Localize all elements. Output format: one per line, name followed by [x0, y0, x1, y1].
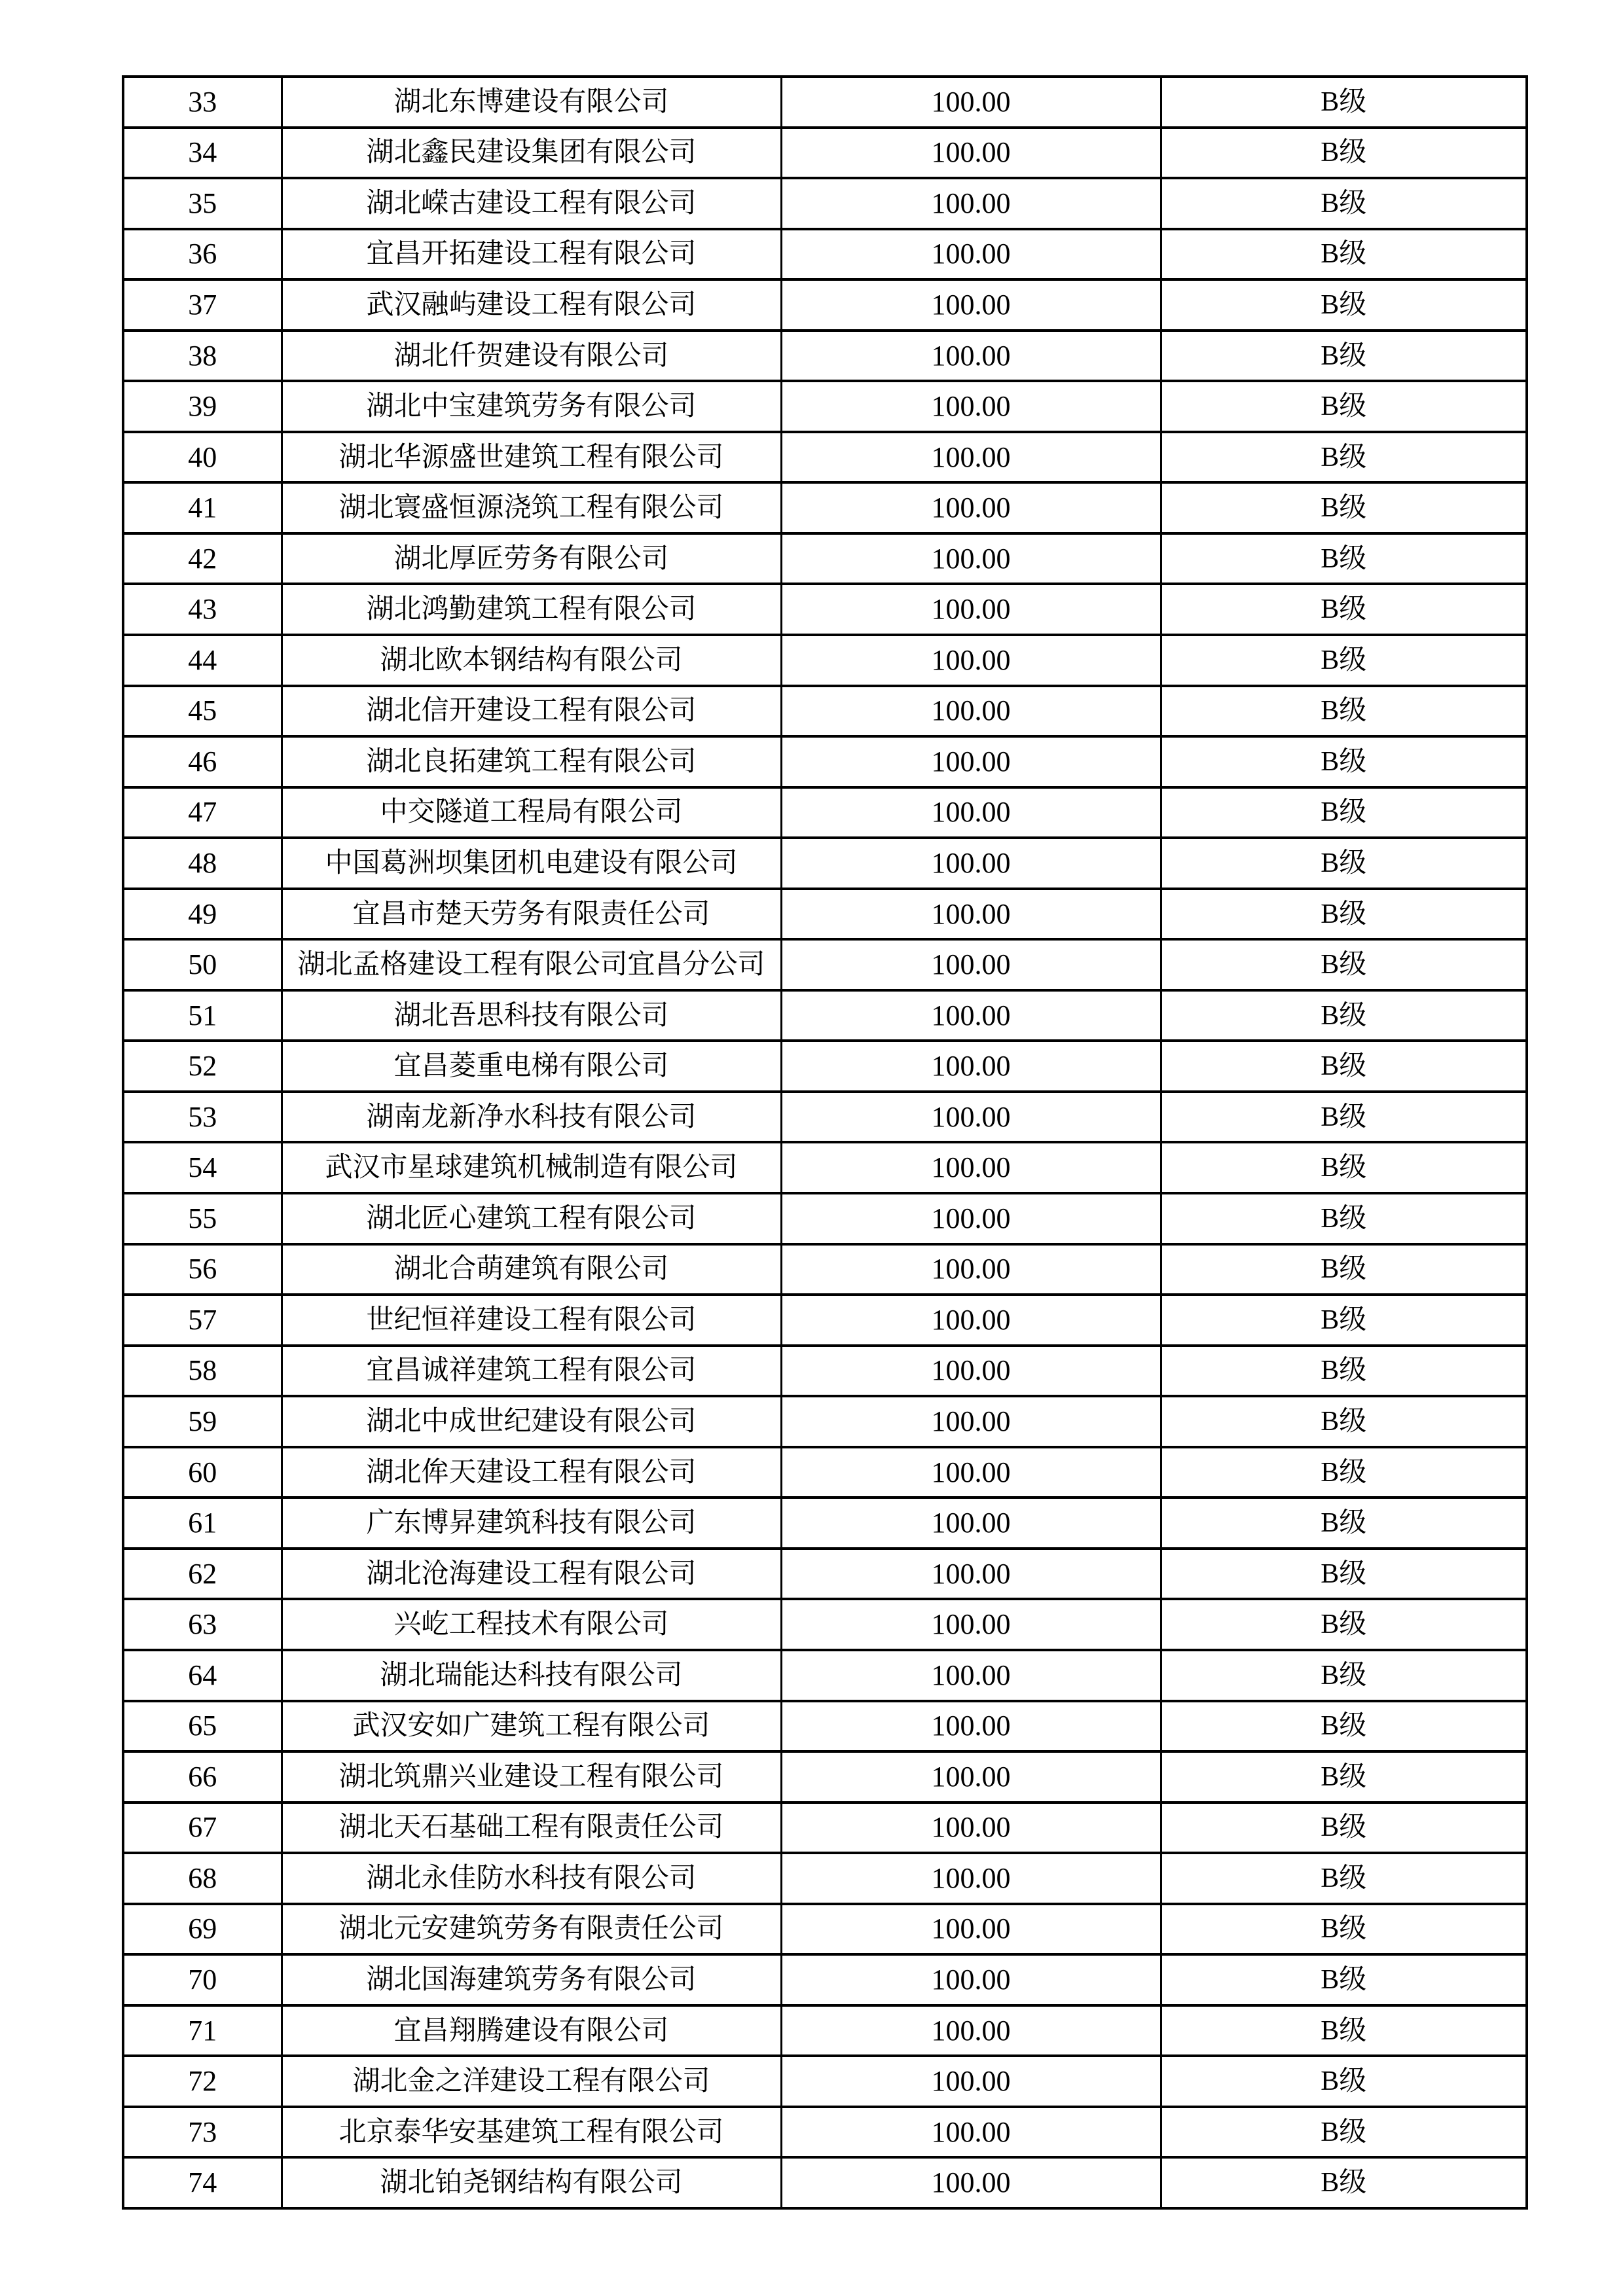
company-name-cell: 宜昌翔腾建设有限公司 [282, 2005, 781, 2056]
row-number-cell: 52 [123, 1041, 282, 1092]
grade-cell: B级 [1161, 533, 1527, 584]
grade-cell: B级 [1161, 1599, 1527, 1650]
company-name-cell: 湖北金之洋建设工程有限公司 [282, 2056, 781, 2107]
company-name-cell: 北京泰华安基建筑工程有限公司 [282, 2107, 781, 2158]
score-cell: 100.00 [781, 584, 1161, 635]
table-row [123, 1954, 1527, 2005]
grade-cell: B级 [1161, 1092, 1527, 1143]
table-row [123, 584, 1527, 635]
row-number-cell: 55 [123, 1193, 282, 1244]
table-row [123, 838, 1527, 889]
table-row [123, 77, 1527, 128]
row-number-cell: 62 [123, 1549, 282, 1600]
table-row [123, 128, 1527, 179]
grade-cell: B级 [1161, 1498, 1527, 1549]
row-number-cell: 54 [123, 1142, 282, 1193]
grade-cell: B级 [1161, 584, 1527, 635]
grade-cell: B级 [1161, 2107, 1527, 2158]
score-cell: 100.00 [781, 1650, 1161, 1701]
row-number-cell: 35 [123, 178, 282, 229]
company-name-cell: 湖北东博建设有限公司 [282, 77, 781, 128]
row-number-cell: 39 [123, 381, 282, 432]
score-cell: 100.00 [781, 1599, 1161, 1650]
table-row [123, 533, 1527, 584]
row-number-cell: 59 [123, 1396, 282, 1447]
row-number-cell: 71 [123, 2005, 282, 2056]
table-row [123, 635, 1527, 686]
grade-cell: B级 [1161, 1701, 1527, 1752]
score-cell: 100.00 [781, 2056, 1161, 2107]
row-number-cell: 45 [123, 686, 282, 737]
table-row [123, 331, 1527, 382]
company-name-cell: 湖北中宝建筑劳务有限公司 [282, 381, 781, 432]
score-cell: 100.00 [781, 1092, 1161, 1143]
grade-cell: B级 [1161, 331, 1527, 382]
row-number-cell: 58 [123, 1346, 282, 1397]
row-number-cell: 51 [123, 990, 282, 1041]
score-cell: 100.00 [781, 1954, 1161, 2005]
company-name-cell: 湖北合萌建筑有限公司 [282, 1244, 781, 1295]
table-row [123, 178, 1527, 229]
row-number-cell: 33 [123, 77, 282, 128]
company-rating-table [122, 75, 1528, 2210]
company-name-cell: 湖北国海建筑劳务有限公司 [282, 1954, 781, 2005]
score-cell: 100.00 [781, 838, 1161, 889]
table-row [123, 2157, 1527, 2208]
company-name-cell: 湖北筑鼎兴业建设工程有限公司 [282, 1751, 781, 1803]
grade-cell: B级 [1161, 990, 1527, 1041]
row-number-cell: 74 [123, 2157, 282, 2208]
score-cell: 100.00 [781, 889, 1161, 940]
table-row [123, 787, 1527, 838]
score-cell: 100.00 [781, 787, 1161, 838]
company-name-cell: 宜昌菱重电梯有限公司 [282, 1041, 781, 1092]
score-cell: 100.00 [781, 1396, 1161, 1447]
score-cell: 100.00 [781, 533, 1161, 584]
company-name-cell: 武汉市星球建筑机械制造有限公司 [282, 1142, 781, 1193]
table-row [123, 1650, 1527, 1701]
row-number-cell: 53 [123, 1092, 282, 1143]
grade-cell: B级 [1161, 1295, 1527, 1346]
row-number-cell: 67 [123, 1803, 282, 1854]
row-number-cell: 37 [123, 279, 282, 331]
grade-cell: B级 [1161, 838, 1527, 889]
grade-cell: B级 [1161, 1041, 1527, 1092]
company-name-cell: 湖北永佳防水科技有限公司 [282, 1853, 781, 1904]
grade-cell: B级 [1161, 1650, 1527, 1701]
table-row [123, 889, 1527, 940]
company-name-cell: 世纪恒祥建设工程有限公司 [282, 1295, 781, 1346]
score-cell: 100.00 [781, 482, 1161, 533]
grade-cell: B级 [1161, 2056, 1527, 2107]
row-number-cell: 57 [123, 1295, 282, 1346]
company-name-cell: 湖北华源盛世建筑工程有限公司 [282, 432, 781, 483]
table-row [123, 1447, 1527, 1498]
grade-cell: B级 [1161, 2005, 1527, 2056]
table-row [123, 939, 1527, 990]
grade-cell: B级 [1161, 178, 1527, 229]
company-name-cell: 湖北中成世纪建设有限公司 [282, 1396, 781, 1447]
score-cell: 100.00 [781, 432, 1161, 483]
grade-cell: B级 [1161, 1447, 1527, 1498]
row-number-cell: 34 [123, 128, 282, 179]
grade-cell: B级 [1161, 635, 1527, 686]
company-name-cell: 宜昌诚祥建筑工程有限公司 [282, 1346, 781, 1397]
row-number-cell: 40 [123, 432, 282, 483]
grade-cell: B级 [1161, 1142, 1527, 1193]
company-name-cell: 湖北匠心建筑工程有限公司 [282, 1193, 781, 1244]
grade-cell: B级 [1161, 482, 1527, 533]
company-name-cell: 中国葛洲坝集团机电建设有限公司 [282, 838, 781, 889]
table-row [123, 1396, 1527, 1447]
row-number-cell: 38 [123, 331, 282, 382]
grade-cell: B级 [1161, 1803, 1527, 1854]
row-number-cell: 48 [123, 838, 282, 889]
row-number-cell: 47 [123, 787, 282, 838]
row-number-cell: 65 [123, 1701, 282, 1752]
grade-cell: B级 [1161, 1853, 1527, 1904]
grade-cell: B级 [1161, 1751, 1527, 1803]
table-row [123, 1701, 1527, 1752]
grade-cell: B级 [1161, 1549, 1527, 1600]
company-name-cell: 湖北仟贺建设有限公司 [282, 331, 781, 382]
table-row [123, 381, 1527, 432]
grade-cell: B级 [1161, 279, 1527, 331]
score-cell: 100.00 [781, 1853, 1161, 1904]
row-number-cell: 41 [123, 482, 282, 533]
company-name-cell: 湖北寰盛恒源浇筑工程有限公司 [282, 482, 781, 533]
grade-cell: B级 [1161, 229, 1527, 280]
table-row [123, 279, 1527, 331]
row-number-cell: 66 [123, 1751, 282, 1803]
score-cell: 100.00 [781, 1498, 1161, 1549]
row-number-cell: 64 [123, 1650, 282, 1701]
score-cell: 100.00 [781, 128, 1161, 179]
row-number-cell: 68 [123, 1853, 282, 1904]
score-cell: 100.00 [781, 2107, 1161, 2158]
grade-cell: B级 [1161, 128, 1527, 179]
company-name-cell: 湖北天石基础工程有限责任公司 [282, 1803, 781, 1854]
grade-cell: B级 [1161, 889, 1527, 940]
row-number-cell: 46 [123, 736, 282, 787]
company-name-cell: 湖北嵘古建设工程有限公司 [282, 178, 781, 229]
table-row [123, 1599, 1527, 1650]
rating-table-body [123, 77, 1527, 2208]
company-name-cell: 湖北吾思科技有限公司 [282, 990, 781, 1041]
score-cell: 100.00 [781, 178, 1161, 229]
grade-cell: B级 [1161, 939, 1527, 990]
company-name-cell: 湖北鑫民建设集团有限公司 [282, 128, 781, 179]
score-cell: 100.00 [781, 1751, 1161, 1803]
company-name-cell: 湖北鸿勤建筑工程有限公司 [282, 584, 781, 635]
row-number-cell: 60 [123, 1447, 282, 1498]
grade-cell: B级 [1161, 1193, 1527, 1244]
table-row [123, 1549, 1527, 1600]
score-cell: 100.00 [781, 77, 1161, 128]
row-number-cell: 63 [123, 1599, 282, 1650]
company-name-cell: 广东博昇建筑科技有限公司 [282, 1498, 781, 1549]
table-row [123, 1092, 1527, 1143]
grade-cell: B级 [1161, 736, 1527, 787]
table-row [123, 1295, 1527, 1346]
score-cell: 100.00 [781, 635, 1161, 686]
table-row [123, 2005, 1527, 2056]
grade-cell: B级 [1161, 686, 1527, 737]
table-row [123, 1346, 1527, 1397]
score-cell: 100.00 [781, 1904, 1161, 1955]
table-row [123, 432, 1527, 483]
row-number-cell: 69 [123, 1904, 282, 1955]
table-row [123, 1142, 1527, 1193]
grade-cell: B级 [1161, 381, 1527, 432]
grade-cell: B级 [1161, 787, 1527, 838]
company-name-cell: 兴屹工程技术有限公司 [282, 1599, 781, 1650]
score-cell: 100.00 [781, 2005, 1161, 2056]
score-cell: 100.00 [781, 1549, 1161, 1600]
score-cell: 100.00 [781, 990, 1161, 1041]
row-number-cell: 73 [123, 2107, 282, 2158]
row-number-cell: 70 [123, 1954, 282, 2005]
company-name-cell: 湖北侔天建设工程有限公司 [282, 1447, 781, 1498]
company-name-cell: 湖北铂尧钢结构有限公司 [282, 2157, 781, 2208]
row-number-cell: 50 [123, 939, 282, 990]
score-cell: 100.00 [781, 1193, 1161, 1244]
row-number-cell: 36 [123, 229, 282, 280]
table-row [123, 990, 1527, 1041]
table-row [123, 1041, 1527, 1092]
score-cell: 100.00 [781, 1295, 1161, 1346]
company-name-cell: 湖北元安建筑劳务有限责任公司 [282, 1904, 781, 1955]
table-row [123, 482, 1527, 533]
score-cell: 100.00 [781, 1041, 1161, 1092]
score-cell: 100.00 [781, 1142, 1161, 1193]
score-cell: 100.00 [781, 2157, 1161, 2208]
company-name-cell: 湖北信开建设工程有限公司 [282, 686, 781, 737]
score-cell: 100.00 [781, 1244, 1161, 1295]
row-number-cell: 43 [123, 584, 282, 635]
company-name-cell: 宜昌开拓建设工程有限公司 [282, 229, 781, 280]
table-row [123, 1751, 1527, 1803]
score-cell: 100.00 [781, 1346, 1161, 1397]
table-row [123, 2107, 1527, 2158]
company-name-cell: 湖北厚匠劳务有限公司 [282, 533, 781, 584]
table-row [123, 1803, 1527, 1854]
grade-cell: B级 [1161, 1346, 1527, 1397]
company-name-cell: 宜昌市楚天劳务有限责任公司 [282, 889, 781, 940]
grade-cell: B级 [1161, 1396, 1527, 1447]
grade-cell: B级 [1161, 432, 1527, 483]
company-name-cell: 湖南龙新净水科技有限公司 [282, 1092, 781, 1143]
company-name-cell: 中交隧道工程局有限公司 [282, 787, 781, 838]
table-row [123, 686, 1527, 737]
table-row [123, 2056, 1527, 2107]
row-number-cell: 72 [123, 2056, 282, 2107]
company-name-cell: 武汉安如广建筑工程有限公司 [282, 1701, 781, 1752]
score-cell: 100.00 [781, 686, 1161, 737]
row-number-cell: 49 [123, 889, 282, 940]
score-cell: 100.00 [781, 279, 1161, 331]
score-cell: 100.00 [781, 1803, 1161, 1854]
company-name-cell: 湖北孟格建设工程有限公司宜昌分公司 [282, 939, 781, 990]
table-row [123, 1853, 1527, 1904]
score-cell: 100.00 [781, 381, 1161, 432]
table-row [123, 1193, 1527, 1244]
row-number-cell: 56 [123, 1244, 282, 1295]
score-cell: 100.00 [781, 1447, 1161, 1498]
company-name-cell: 湖北良拓建筑工程有限公司 [282, 736, 781, 787]
grade-cell: B级 [1161, 2157, 1527, 2208]
table-row [123, 1498, 1527, 1549]
score-cell: 100.00 [781, 229, 1161, 280]
row-number-cell: 61 [123, 1498, 282, 1549]
score-cell: 100.00 [781, 736, 1161, 787]
score-cell: 100.00 [781, 1701, 1161, 1752]
company-name-cell: 湖北沧海建设工程有限公司 [282, 1549, 781, 1600]
company-name-cell: 武汉融屿建设工程有限公司 [282, 279, 781, 331]
table-row [123, 1904, 1527, 1955]
score-cell: 100.00 [781, 939, 1161, 990]
grade-cell: B级 [1161, 1904, 1527, 1955]
grade-cell: B级 [1161, 77, 1527, 128]
grade-cell: B级 [1161, 1954, 1527, 2005]
table-row [123, 736, 1527, 787]
table-row [123, 1244, 1527, 1295]
company-name-cell: 湖北欧本钢结构有限公司 [282, 635, 781, 686]
table-row [123, 229, 1527, 280]
row-number-cell: 44 [123, 635, 282, 686]
grade-cell: B级 [1161, 1244, 1527, 1295]
score-cell: 100.00 [781, 331, 1161, 382]
company-name-cell: 湖北瑞能达科技有限公司 [282, 1650, 781, 1701]
row-number-cell: 42 [123, 533, 282, 584]
